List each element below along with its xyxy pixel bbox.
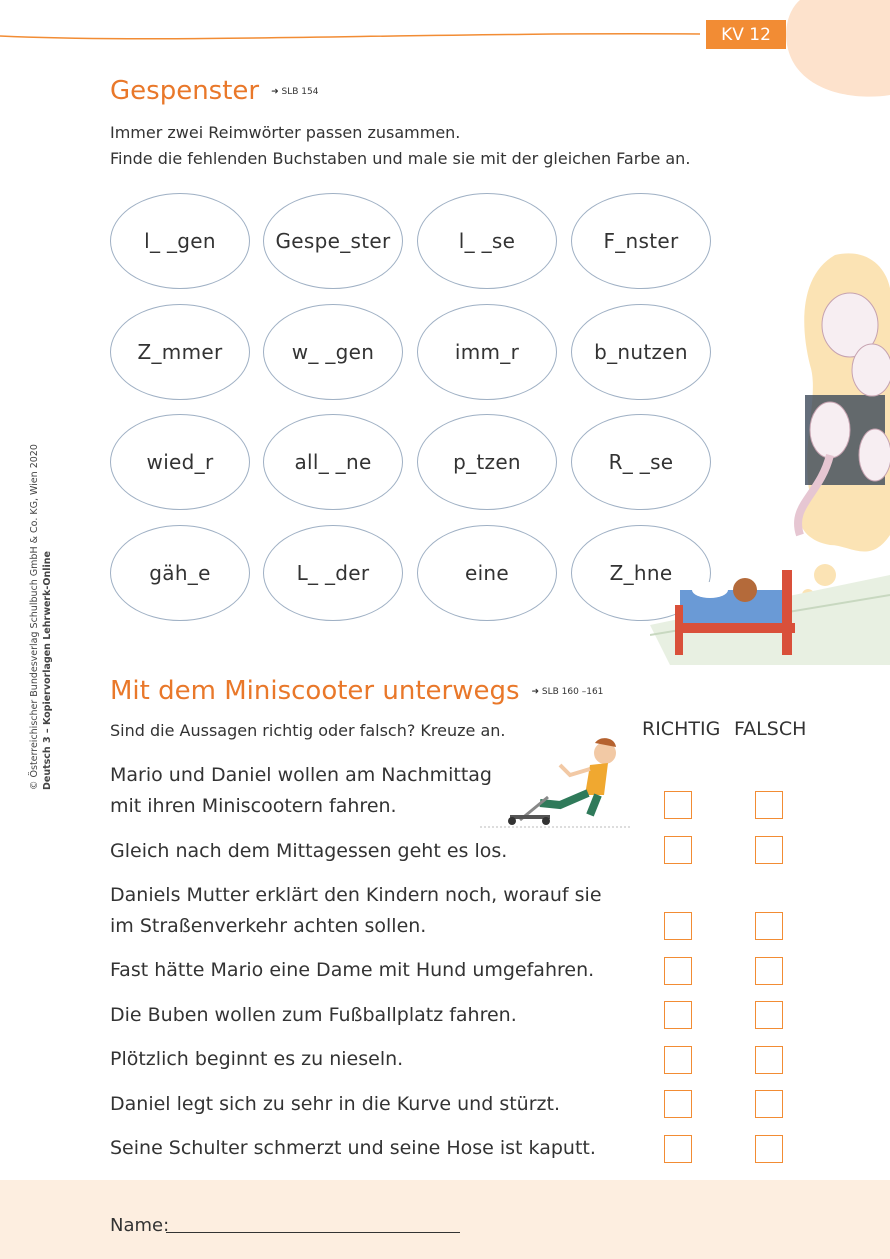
checkbox-richtig[interactable] [664,1135,692,1163]
word-oval[interactable] [263,304,403,400]
word-text: eine [464,561,510,585]
checkbox-falsch[interactable] [755,791,783,819]
section2-reference: ➜ SLB 160 –161 [531,686,604,697]
section2-title-text: Mit dem Miniscooter unterwegs [110,676,520,706]
checkbox-falsch[interactable] [755,836,783,864]
word-text: wied_r [146,450,214,474]
word-text: all_ _ne [294,450,372,474]
section1-title [110,76,318,106]
statement-line: Die Buben wollen zum Fußballplatz fahren. [110,1004,517,1026]
statement [110,1089,560,1120]
word-text: Z_hne [609,561,673,585]
corner-decoration [780,0,890,100]
checkbox-richtig[interactable] [664,912,692,940]
column-header-richtig: RICHTIG [642,718,721,740]
ghost-illustration [650,245,890,665]
section1-reference: ➜ SLB 154 [271,86,319,97]
word-text: p_tzen [453,450,521,474]
word-oval[interactable] [263,193,403,289]
word-oval[interactable] [263,414,403,510]
word-text: F_nster [603,229,679,253]
checkbox-falsch[interactable] [755,912,783,940]
checkbox-richtig[interactable] [664,836,692,864]
statement [110,836,507,867]
word-text: R_ _se [608,450,674,474]
statement [110,1000,517,1031]
section1-title-text: Gespenster [110,76,260,106]
word-text: gäh_e [149,561,211,585]
statement [110,1133,596,1164]
statement [110,880,602,942]
worksheet-badge: KV 12 [706,20,786,49]
checkbox-falsch[interactable] [755,1046,783,1074]
word-text: L_ _der [296,561,370,585]
word-oval[interactable] [417,414,557,510]
checkbox-richtig[interactable] [664,791,692,819]
word-text: l_ _gen [144,229,216,253]
word-oval[interactable] [110,304,250,400]
statement-line: Mario und Daniel wollen am Nachmittag [110,764,492,786]
checkbox-falsch[interactable] [755,957,783,985]
statement-line: Plötzlich beginnt es zu nieseln. [110,1048,404,1070]
word-oval[interactable] [417,193,557,289]
section1-instructions [110,120,690,172]
word-text: imm_r [454,340,520,364]
scooter-boy-illustration [480,735,630,830]
checkbox-richtig[interactable] [664,957,692,985]
side-copyright [28,444,54,790]
word-text: w_ _gen [291,340,375,364]
word-text: Z_mmer [137,340,223,364]
name-input-line[interactable] [166,1232,460,1233]
word-oval[interactable] [263,525,403,621]
checkbox-falsch[interactable] [755,1135,783,1163]
statement-line: Fast hätte Mario eine Dame mit Hund umgefahren. [110,959,595,981]
instruction-line: Finde die fehlenden Buchstaben und male sie mit der gleichen Farbe an. [110,149,691,168]
statement-line: Daniel legt sich zu sehr in die Kurve und stürzt. [110,1093,560,1115]
series-line: Deutsch 3 – Kopiervorlagen Lehrwerk-Online [42,551,53,790]
checkbox-falsch[interactable] [755,1090,783,1118]
statement-line: mit ihren Miniscootern fahren. [110,795,397,817]
statement-line: Seine Schulter schmerzt und seine Hose ist kaputt. [110,1137,596,1159]
checkbox-richtig[interactable] [664,1001,692,1029]
instruction-line: Immer zwei Reimwörter passen zusammen. [110,123,461,142]
statement-line: im Straßenverkehr achten sollen. [110,915,427,937]
checkbox-richtig[interactable] [664,1046,692,1074]
statement [110,760,492,822]
word-oval[interactable] [110,193,250,289]
word-oval[interactable] [110,525,250,621]
word-text: Gespe_ster [275,229,391,253]
word-oval[interactable] [417,525,557,621]
column-header-falsch: FALSCH [734,718,807,740]
copyright-line: © Österreichischer Bundesverlag Schulbuch GmbH & Co. KG, Wien 2020 [29,444,40,790]
section2-instruction: Sind die Aussagen richtig oder falsch? Kreuze an. [110,721,506,740]
checkbox-falsch[interactable] [755,1001,783,1029]
statement [110,1044,403,1075]
word-text: b_nutzen [594,340,688,364]
statement-line: Daniels Mutter erklärt den Kindern noch, worauf sie [110,884,602,906]
section2-title [110,676,603,706]
word-oval[interactable] [110,414,250,510]
checkbox-richtig[interactable] [664,1090,692,1118]
word-oval[interactable] [417,304,557,400]
name-label: Name: [110,1215,170,1236]
statement-line: Gleich nach dem Mittagessen geht es los. [110,840,508,862]
word-text: l_ _se [458,229,516,253]
statement [110,955,594,986]
